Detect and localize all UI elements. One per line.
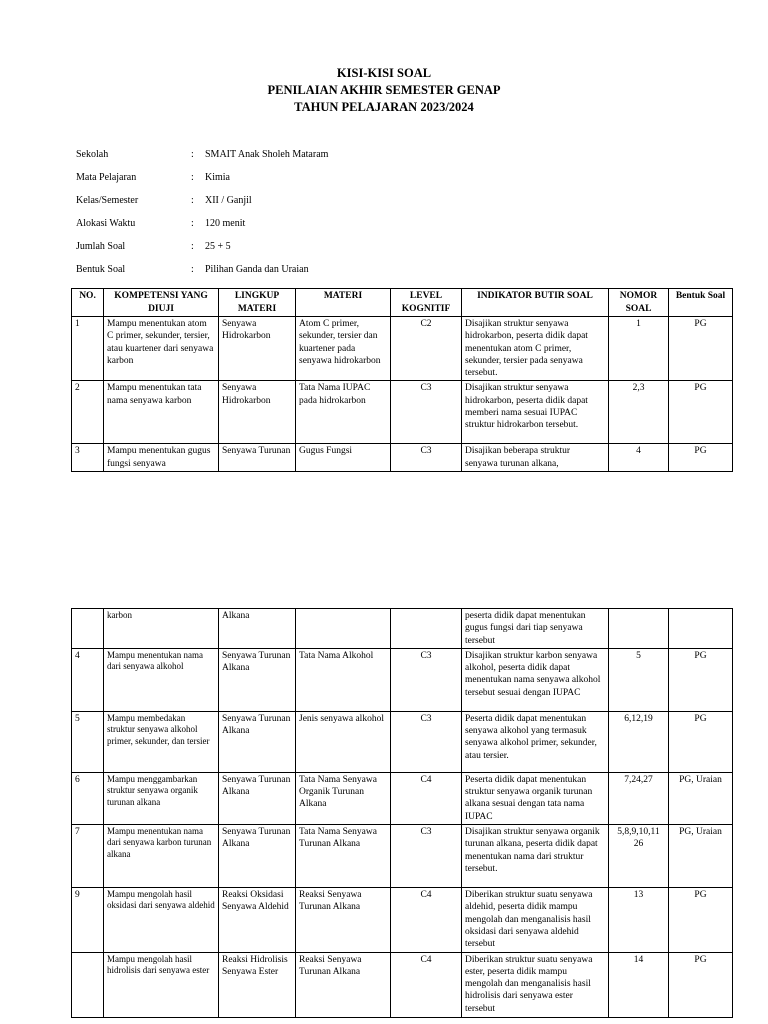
header-kompetensi: KOMPETENSI YANG DIUJI	[104, 289, 219, 317]
cell-level: C3	[391, 825, 462, 888]
doc-title-line-2: PENILAIAN AKHIR SEMESTER GENAP	[267, 83, 501, 97]
cell-bentuk: PG, Uraian	[669, 772, 733, 824]
cell-no: 7	[72, 825, 104, 888]
cell-indikator: Disajikan beberapa struktur senyawa turunan alkana,	[462, 444, 609, 472]
cell-lingkup: Senyawa Turunan Alkana	[219, 711, 296, 772]
cell-kompetensi: Mampu mengolah hasil oksidasi dari senyawa aldehid	[104, 888, 219, 952]
cell-lingkup: Senyawa Turunan Alkana	[219, 825, 296, 888]
info-colon: :	[191, 195, 194, 206]
cell-level: C4	[391, 888, 462, 952]
cell-bentuk: PG	[669, 444, 733, 472]
info-colon: :	[191, 218, 194, 229]
cell-bentuk: PG	[669, 317, 733, 381]
info-label: Alokasi Waktu	[76, 218, 136, 229]
cell-bentuk: PG	[669, 648, 733, 711]
cell-lingkup: Senyawa Hidrokarbon	[219, 317, 296, 381]
cell-indikator: Disajikan struktur karbon senyawa alkohol, peserta didik dapat menentukan nama senyawa alkohol tersebut sesuai dengan IUPAC	[462, 648, 609, 711]
cell-materi: Reaksi Senyawa Turunan Alkana	[296, 952, 391, 1017]
info-value: XII / Ganjil	[205, 195, 252, 206]
table-header-row	[72, 289, 733, 317]
cell-level	[391, 609, 462, 649]
cell-kompetensi: Mampu menentukan nama dari senyawa karbon turunan alkana	[104, 825, 219, 888]
header-lingkup: LINGKUP MATERI	[219, 289, 296, 317]
cell-indikator: Disajikan struktur senyawa hidrokarbon, peserta didik dapat menentukan atom C primer, sekunder, tersier pada senyawa tersebut.	[462, 317, 609, 381]
cell-lingkup: Reaksi Oksidasi Senyawa Aldehid	[219, 888, 296, 952]
cell-kompetensi: Mampu menentukan nama dari senyawa alkohol	[104, 648, 219, 711]
cell-nomor: 4	[609, 444, 669, 472]
cell-bentuk: PG	[669, 381, 733, 444]
cell-lingkup: Senyawa Turunan Alkana	[219, 772, 296, 824]
cell-nomor: 1	[609, 317, 669, 381]
cell-kompetensi: Mampu mengolah hasil hidrolisis dari senyawa ester	[104, 952, 219, 1017]
cell-no: 9	[72, 888, 104, 952]
header-indikator: INDIKATOR BUTIR SOAL	[462, 289, 609, 317]
cell-bentuk: PG, Uraian	[669, 825, 733, 888]
table-row	[72, 648, 733, 711]
cell-materi: Tata Nama Senyawa Organik Turunan Alkana	[296, 772, 391, 824]
info-value: 120 menit	[205, 218, 246, 229]
cell-nomor: 5	[609, 648, 669, 711]
info-colon: :	[191, 149, 194, 160]
table-row	[72, 609, 733, 649]
info-value: Pilihan Ganda dan Uraian	[205, 264, 309, 275]
cell-materi: Tata Nama Alkohol	[296, 648, 391, 711]
cell-nomor: 7,24,27	[609, 772, 669, 824]
header-nomor: NOMOR SOAL	[609, 289, 669, 317]
cell-indikator: Peserta didik dapat menentukan senyawa alkohol yang termasuk senyawa alkohol primer, sekunder, atau tersier.	[462, 711, 609, 772]
table-row	[72, 772, 733, 824]
table-row	[72, 825, 733, 888]
table-row	[72, 317, 733, 381]
cell-materi: Gugus Fungsi	[296, 444, 391, 472]
cell-indikator: Diberikan struktur suatu senyawa ester, peserta didik mampu mengolah dan menganalisis hasil hidrolisis dari senyawa ester tersebut	[462, 952, 609, 1017]
cell-materi: Atom C primer, sekunder, tersier dan kuartener pada senyawa hidrokarbon	[296, 317, 391, 381]
cell-level: C4	[391, 772, 462, 824]
cell-nomor: 14	[609, 952, 669, 1017]
cell-no	[72, 952, 104, 1017]
cell-nomor: 2,3	[609, 381, 669, 444]
cell-no: 5	[72, 711, 104, 772]
cell-level: C3	[391, 711, 462, 772]
cell-materi: Reaksi Senyawa Turunan Alkana	[296, 888, 391, 952]
cell-no: 1	[72, 317, 104, 381]
cell-no: 4	[72, 648, 104, 711]
cell-bentuk: PG	[669, 888, 733, 952]
cell-level: C3	[391, 444, 462, 472]
info-colon: :	[191, 264, 194, 275]
cell-indikator: Diberikan struktur suatu senyawa aldehid, peserta didik mampu mengolah dan menganalisis hasil oksidasi dari senyawa aldehid tersebut	[462, 888, 609, 952]
cell-bentuk: PG	[669, 952, 733, 1017]
cell-lingkup: Senyawa Hidrokarbon	[219, 381, 296, 444]
info-label: Jumlah Soal	[76, 241, 126, 252]
cell-materi: Tata Nama IUPAC pada hidrokarbon	[296, 381, 391, 444]
cell-no: 2	[72, 381, 104, 444]
cell-bentuk	[669, 609, 733, 649]
cell-level: C3	[391, 381, 462, 444]
cell-kompetensi: Mampu membedakan struktur senyawa alkohol primer, sekunder, dan tersier	[104, 711, 219, 772]
header-bentuk: Bentuk Soal	[669, 289, 733, 317]
cell-indikator: Peserta didik dapat menentukan struktur senyawa organik turunan alkana sesuai dengan tata nama IUPAC	[462, 772, 609, 824]
cell-nomor: 13	[609, 888, 669, 952]
kisi-kisi-table-page-1	[71, 288, 733, 472]
cell-nomor: 6,12,19	[609, 711, 669, 772]
info-value: 25 + 5	[205, 241, 231, 252]
cell-lingkup: Senyawa Turunan	[219, 444, 296, 472]
cell-kompetensi: Mampu menggambarkan struktur senyawa organik turunan alkana	[104, 772, 219, 824]
header-no: NO.	[72, 289, 104, 317]
cell-nomor	[609, 609, 669, 649]
info-value: Kimia	[205, 172, 230, 183]
info-label: Kelas/Semester	[76, 195, 139, 206]
cell-lingkup: Reaksi Hidrolisis Senyawa Ester	[219, 952, 296, 1017]
cell-no: 3	[72, 444, 104, 472]
cell-materi	[296, 609, 391, 649]
header-materi: MATERI	[296, 289, 391, 317]
cell-lingkup: Senyawa Turunan Alkana	[219, 648, 296, 711]
cell-level: C4	[391, 952, 462, 1017]
cell-kompetensi: Mampu menentukan tata nama senyawa karbon	[104, 381, 219, 444]
cell-materi: Jenis senyawa alkohol	[296, 711, 391, 772]
info-label: Sekolah	[76, 149, 109, 160]
cell-level: C3	[391, 648, 462, 711]
cell-materi: Tata Nama Senyawa Turunan Alkana	[296, 825, 391, 888]
kisi-kisi-table-page-2	[71, 608, 733, 1018]
cell-indikator: Disajikan struktur senyawa organik turunan alkana, peserta didik dapat menentukan nama dari struktur tersebut.	[462, 825, 609, 888]
table-row	[72, 888, 733, 952]
cell-no	[72, 609, 104, 649]
cell-indikator: Disajikan struktur senyawa hidrokarbon, peserta didik dapat memberi nama sesuai IUPAC struktur hidrokarbon tersebut.	[462, 381, 609, 444]
table-row	[72, 711, 733, 772]
info-label: Mata Pelajaran	[76, 172, 137, 183]
table-row	[72, 952, 733, 1017]
info-colon: :	[191, 241, 194, 252]
cell-bentuk: PG	[669, 711, 733, 772]
cell-level: C2	[391, 317, 462, 381]
header-level: LEVEL KOGNITIF	[391, 289, 462, 317]
cell-indikator: peserta didik dapat menentukan gugus fungsi dari tiap senyawa tersebut	[462, 609, 609, 649]
table-row	[72, 444, 733, 472]
cell-no: 6	[72, 772, 104, 824]
info-value: SMAIT Anak Sholeh Mataram	[205, 149, 329, 160]
info-label: Bentuk Soal	[76, 264, 126, 275]
cell-kompetensi: Mampu menentukan gugus fungsi senyawa	[104, 444, 219, 472]
table-row	[72, 381, 733, 444]
cell-nomor: 5,8,9,10,11 26	[609, 825, 669, 888]
cell-kompetensi: karbon	[104, 609, 219, 649]
doc-title-line-3: TAHUN PELAJARAN 2023/2024	[294, 100, 474, 114]
info-colon: :	[191, 172, 194, 183]
cell-lingkup: Alkana	[219, 609, 296, 649]
doc-title-line-1: KISI-KISI SOAL	[336, 66, 432, 80]
cell-kompetensi: Mampu menentukan atom C primer, sekunder, tersier, atau kuartener dari senyawa karbon	[104, 317, 219, 381]
